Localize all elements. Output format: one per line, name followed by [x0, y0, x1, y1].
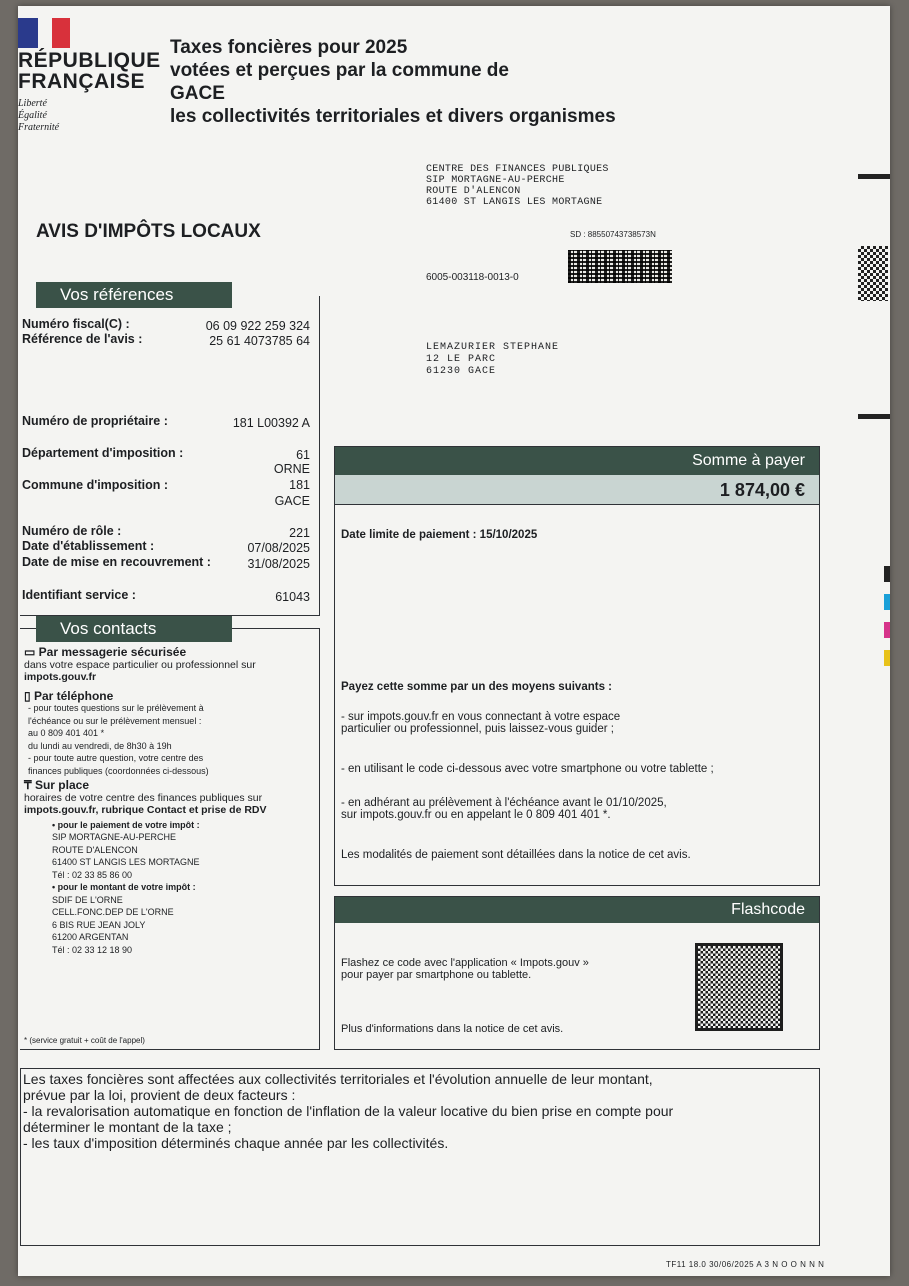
payment-means-3: - en adhérant au prélèvement à l'échéance avant le 01/10/2025, sur impots.gouv.fr ou en appelant le 0 809 401 401 *. [341, 797, 667, 821]
numero-fiscal-value: 06 09 922 259 324 [205, 319, 310, 333]
commune-code: 181 [289, 478, 310, 492]
etablissement-value: 07/08/2025 [247, 541, 310, 555]
motto: Liberté Égalité Fraternité [18, 98, 60, 133]
info-box [20, 1068, 820, 1246]
office-icon: ₸ [24, 778, 35, 792]
recouvrement-label: Date de mise en recouvrement : [22, 555, 211, 569]
contacts-tab: Vos contacts [36, 616, 232, 642]
payment-means-1: - sur impots.gouv.fr en vous connectant à votre espace particulier ou professionnel, puis laissez-vous guider ; [341, 711, 621, 735]
amount-due: 1 874,00 € [335, 475, 819, 505]
payment-deadline: Date limite de paiement : 15/10/2025 [341, 529, 538, 541]
service-label: Identifiant service : [22, 588, 136, 602]
registration-mark [858, 414, 890, 419]
messagerie-text: dans votre espace particulier ou professionnel sur [24, 658, 256, 671]
flashcode-header: Flashcode [335, 897, 819, 923]
paiement-contact: • pour le paiement de votre impôt : SIP MORTAGNE-AU-PERCHE ROUTE D'ALENCON 61400 ST LANGIS LES MORTAGNE Tél : 02 33 85 86 00 • pour le montant de votre impôt : SDIF DE L'ORNE CELL.FONC.DEP DE L'ORNE 6 BIS RUE JEAN JOLY 61200 ARGENTAN Tél : 02 33 12 18 90 [52, 819, 200, 955]
departement-label: Département d'imposition : [22, 446, 184, 460]
registration-mark [858, 174, 890, 179]
role-label: Numéro de rôle : [22, 524, 122, 538]
payment-means-2: - en utilisant le code ci-dessous avec votre smartphone ou votre tablette ; [341, 763, 714, 775]
contacts-content [24, 646, 314, 956]
surplace-text: horaires de votre centre des finances publiques sur [24, 791, 263, 804]
etablissement-label: Date d'établissement : [22, 539, 155, 553]
telephone-text: - pour toutes questions sur le prélèvement à l'échéance ou sur le prélèvement mensuel : au 0 809 401 401 * du lundi au vendredi, de 8h30 à 19h - pour toute autre question, votre centre des finances publiques (coordonnées ci-dessous) [28, 703, 209, 776]
tax-notice-page [18, 6, 890, 1276]
proprietaire-label: Numéro de propriétaire : [22, 414, 168, 428]
flashcode-more-info: Plus d'informations dans la notice de cet avis. [341, 1023, 564, 1035]
role-value: 221 [289, 526, 310, 540]
surplace-title: ₸ Sur place [24, 778, 89, 792]
document-title: AVIS D'IMPÔTS LOCAUX [36, 221, 261, 242]
barcode-icon [568, 250, 672, 283]
telephone-title: ▯ Par téléphone [24, 688, 114, 703]
reference-code: 6005-003118-0013-0 [426, 272, 519, 283]
republique-francaise-logo-text: RÉPUBLIQUE FRANÇAISE [18, 49, 161, 93]
flashcode-instructions: Flashez ce code avec l'application « Impots.gouv » pour payer par smartphone ou tablette. [341, 957, 589, 981]
print-mark [884, 650, 890, 666]
footer-code: TF11 18.0 30/06/2025 A 3 N O O N N N [666, 1260, 825, 1269]
payment-notice: Les modalités de paiement sont détaillées dans la notice de cet avis. [341, 849, 691, 861]
departement-name: ORNE [273, 462, 310, 476]
print-mark [884, 594, 890, 610]
commune-name: GACE [274, 494, 310, 508]
payment-header: Somme à payer [335, 447, 819, 475]
reference-avis-value: 25 61 4073785 64 [209, 334, 310, 348]
addressee-block: LEMAZURIER STEPHANE 12 LE PARC 61230 GACE [426, 342, 560, 377]
print-mark [884, 622, 890, 638]
qr-code-icon[interactable] [695, 943, 783, 1031]
surplace-link: impots.gouv.fr, rubrique Contact et prise de RDV [24, 804, 267, 816]
tax-centre-address: CENTRE DES FINANCES PUBLIQUES SIP MORTAGNE-AU-PERCHE ROUTE D'ALENCON 61400 ST LANGIS LES MORTAGNE [426, 164, 609, 208]
french-flag-logo [18, 18, 70, 48]
reference-avis-label: Référence de l'avis : [22, 332, 143, 346]
messagerie-title: ▭ Par messagerie sécurisée [24, 645, 187, 659]
print-mark [884, 566, 890, 582]
numero-fiscal-label: Numéro fiscal(C) : [22, 317, 130, 331]
side-qr-icon [858, 246, 888, 301]
payment-means-title: Payez cette somme par un des moyens suivants : [341, 681, 612, 693]
references-tab: Vos références [36, 282, 232, 308]
computer-icon: ▭ [24, 645, 39, 659]
flashcode-box [334, 896, 820, 1050]
recouvrement-value: 31/08/2025 [247, 557, 310, 571]
notice-title: Taxes foncières pour 2025 votées et perçues par la commune de GACE les collectivités territoriales et divers organismes [170, 37, 616, 127]
service-value: 61043 [275, 590, 310, 604]
sd-code: SD : 88550743738573N [570, 230, 656, 239]
footnote: * (service gratuit + coût de l'appel) [24, 1036, 145, 1045]
messagerie-link[interactable]: impots.gouv.fr [24, 671, 97, 683]
departement-code: 61 [296, 448, 310, 462]
info-text: Les taxes foncières sont affectées aux collectivités territoriales et l'évolution annuelle de leur montant, prévue par la loi, provient de deux facteurs : - la revalorisation automatique en fonction de l'inflation de la valeur locative du bien prise en compte pour déterminer le montant de la taxe ; - les taux d'imposition déterminés chaque année par les collectivités. [23, 1071, 674, 1151]
phone-icon: ▯ [24, 688, 34, 703]
commune-label: Commune d'imposition : [22, 478, 169, 492]
payment-box [334, 446, 820, 886]
proprietaire-value: 181 L00392 A [232, 416, 310, 430]
